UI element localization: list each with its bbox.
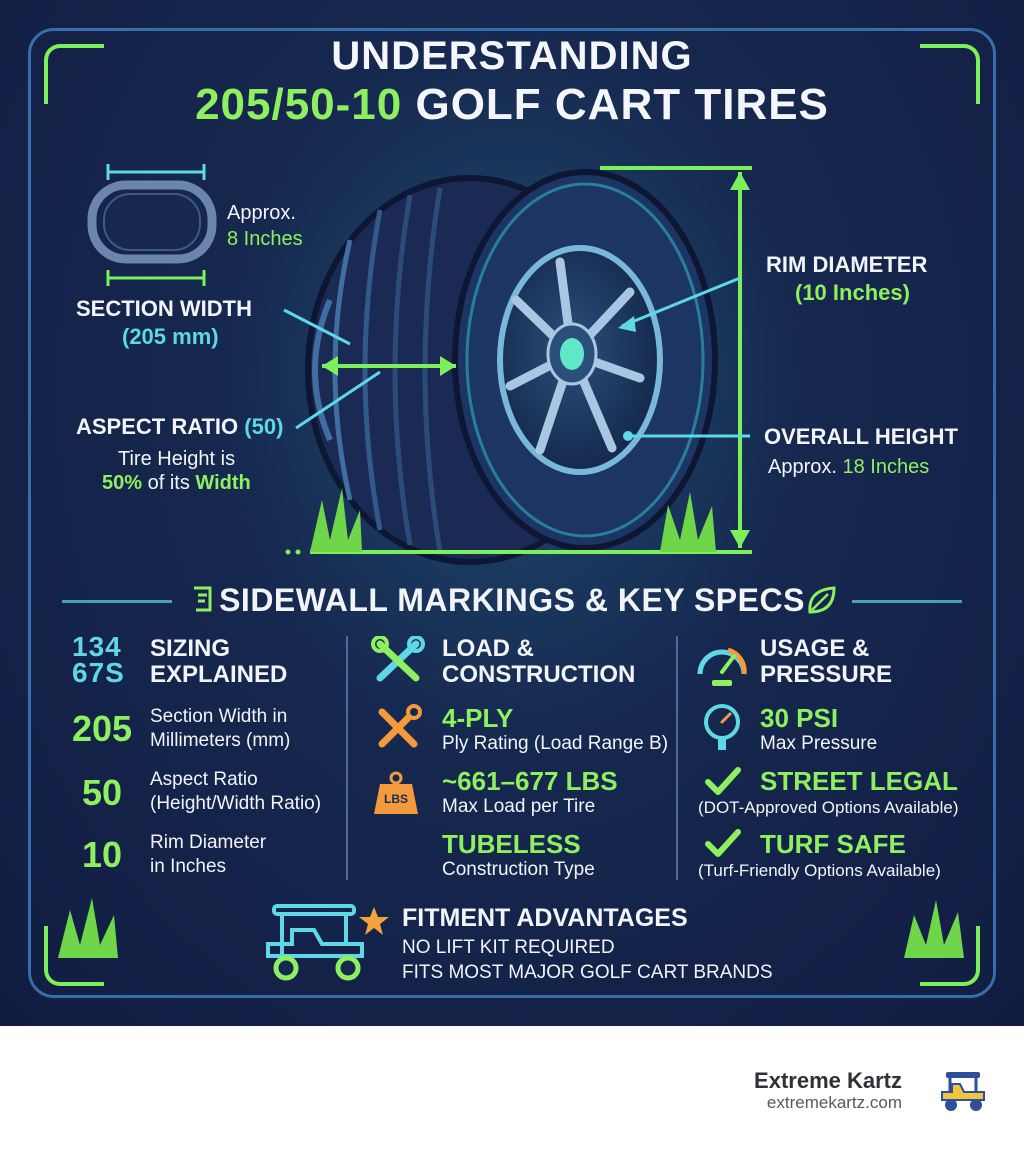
tools-icon — [370, 636, 428, 688]
ply-value: 4-PLY — [442, 703, 514, 733]
brand-name: Extreme Kartz — [754, 1068, 902, 1093]
psi-desc: Max Pressure — [760, 733, 878, 754]
tire-cross-section-icon — [92, 164, 212, 286]
sizing-heading-line2: EXPLAINED — [150, 661, 288, 688]
check-icon-street — [704, 766, 742, 796]
turf-safe-desc: (Turf-Friendly Options Available) — [698, 861, 941, 880]
aspect-ratio-heading — [76, 414, 283, 440]
sizing-code-bottom: 67S — [72, 657, 125, 688]
rim-diameter-value: (10 Inches) — [795, 280, 910, 305]
section-title: SIDEWALL MARKINGS & KEY SPECS — [219, 582, 805, 618]
sizing-value-50: 50 — [81, 772, 123, 813]
sizing-value-205: 205 — [71, 708, 133, 749]
aspect-desc-line1: Tire Height is — [118, 448, 236, 470]
construction-desc: Construction Type — [442, 859, 595, 880]
sizing-desc-205-line1: Section Width in — [150, 706, 288, 727]
overall-height-prefix: Approx. — [768, 456, 843, 478]
load-desc: Max Load per Tire — [442, 796, 596, 817]
column-divider-1 — [346, 636, 348, 880]
sizing-desc-205 — [150, 705, 290, 753]
psi-value: 30 PSI — [760, 703, 839, 733]
load-heading-line1: LOAD & — [442, 635, 534, 662]
brand-logo-icon — [938, 1068, 988, 1114]
wrench-screwdriver-icon — [374, 704, 424, 752]
sizing-desc-50-line1: Aspect Ratio — [150, 769, 258, 790]
aspect-desc-percent: 50% — [102, 472, 143, 494]
aspect-ratio-label: ASPECT RATIO — [76, 414, 239, 439]
sizing-code-icon — [72, 631, 125, 688]
brand-url: extremekartz.com — [766, 1093, 902, 1112]
sizing-desc-50-line2: (Height/Width Ratio) — [150, 793, 322, 814]
title-line-1: UNDERSTANDING — [331, 34, 693, 78]
title-rest: GOLF CART TIRES — [402, 80, 829, 129]
aspect-desc-mid: of its — [142, 472, 196, 494]
overall-height-value — [768, 456, 929, 479]
approx-label: Approx. — [227, 202, 296, 224]
sizing-value-10: 10 — [81, 834, 123, 875]
usage-heading-line1: USAGE & — [760, 635, 870, 662]
street-legal-value: STREET LEGAL — [760, 766, 958, 796]
aspect-desc-line2 — [102, 472, 251, 495]
sizing-code-top: 134 — [72, 631, 122, 662]
overall-height-number: 18 Inches — [842, 456, 930, 478]
golf-cart-icon — [262, 900, 372, 984]
sizing-desc-10-line1: Rim Diameter — [150, 832, 267, 853]
star-icon — [358, 906, 390, 936]
title-tire-size: 205/50-10 — [195, 80, 403, 129]
usage-heading-line2: PRESSURE — [760, 661, 893, 688]
sizing-desc-205-line2: Millimeters (mm) — [150, 730, 291, 751]
section-width-label: SECTION WIDTH — [76, 296, 252, 321]
turf-safe-value: TURF SAFE — [760, 829, 906, 859]
street-legal-desc: (DOT-Approved Options Available) — [698, 798, 959, 817]
rim-diameter-label: RIM DIAMETER — [766, 252, 928, 277]
load-value: ~661–677 LBS — [442, 766, 618, 796]
aspect-ratio-value: (50) — [244, 414, 284, 439]
approx-value: 8 Inches — [227, 228, 303, 250]
fitment-line-2: FITS MOST MAJOR GOLF CART BRANDS — [402, 962, 773, 983]
ply-desc: Ply Rating (Load Range B) — [442, 733, 669, 754]
fitment-title: FITMENT ADVANTAGES — [402, 904, 688, 932]
overall-height-label: OVERALL HEIGHT — [764, 424, 958, 449]
fitment-line-1: NO LIFT KIT REQUIRED — [402, 937, 615, 958]
aspect-desc-width: Width — [195, 472, 251, 494]
load-heading — [442, 636, 635, 688]
sizing-heading-line1: SIZING — [150, 635, 231, 662]
column-divider-2 — [676, 636, 678, 880]
weight-icon-label: LBS — [384, 792, 408, 806]
construction-value: TUBELESS — [442, 829, 581, 859]
usage-heading — [760, 636, 892, 688]
sizing-desc-10-line2: in Inches — [150, 856, 227, 877]
sizing-desc-50 — [150, 768, 321, 816]
sizing-desc-10 — [150, 831, 266, 879]
sizing-heading — [150, 636, 287, 688]
pressure-gauge-icon — [700, 704, 744, 756]
check-icon-turf — [704, 828, 742, 858]
gauge-icon — [694, 636, 750, 688]
section-width-value: (205 mm) — [122, 324, 219, 349]
load-heading-line2: CONSTRUCTION — [442, 661, 636, 688]
